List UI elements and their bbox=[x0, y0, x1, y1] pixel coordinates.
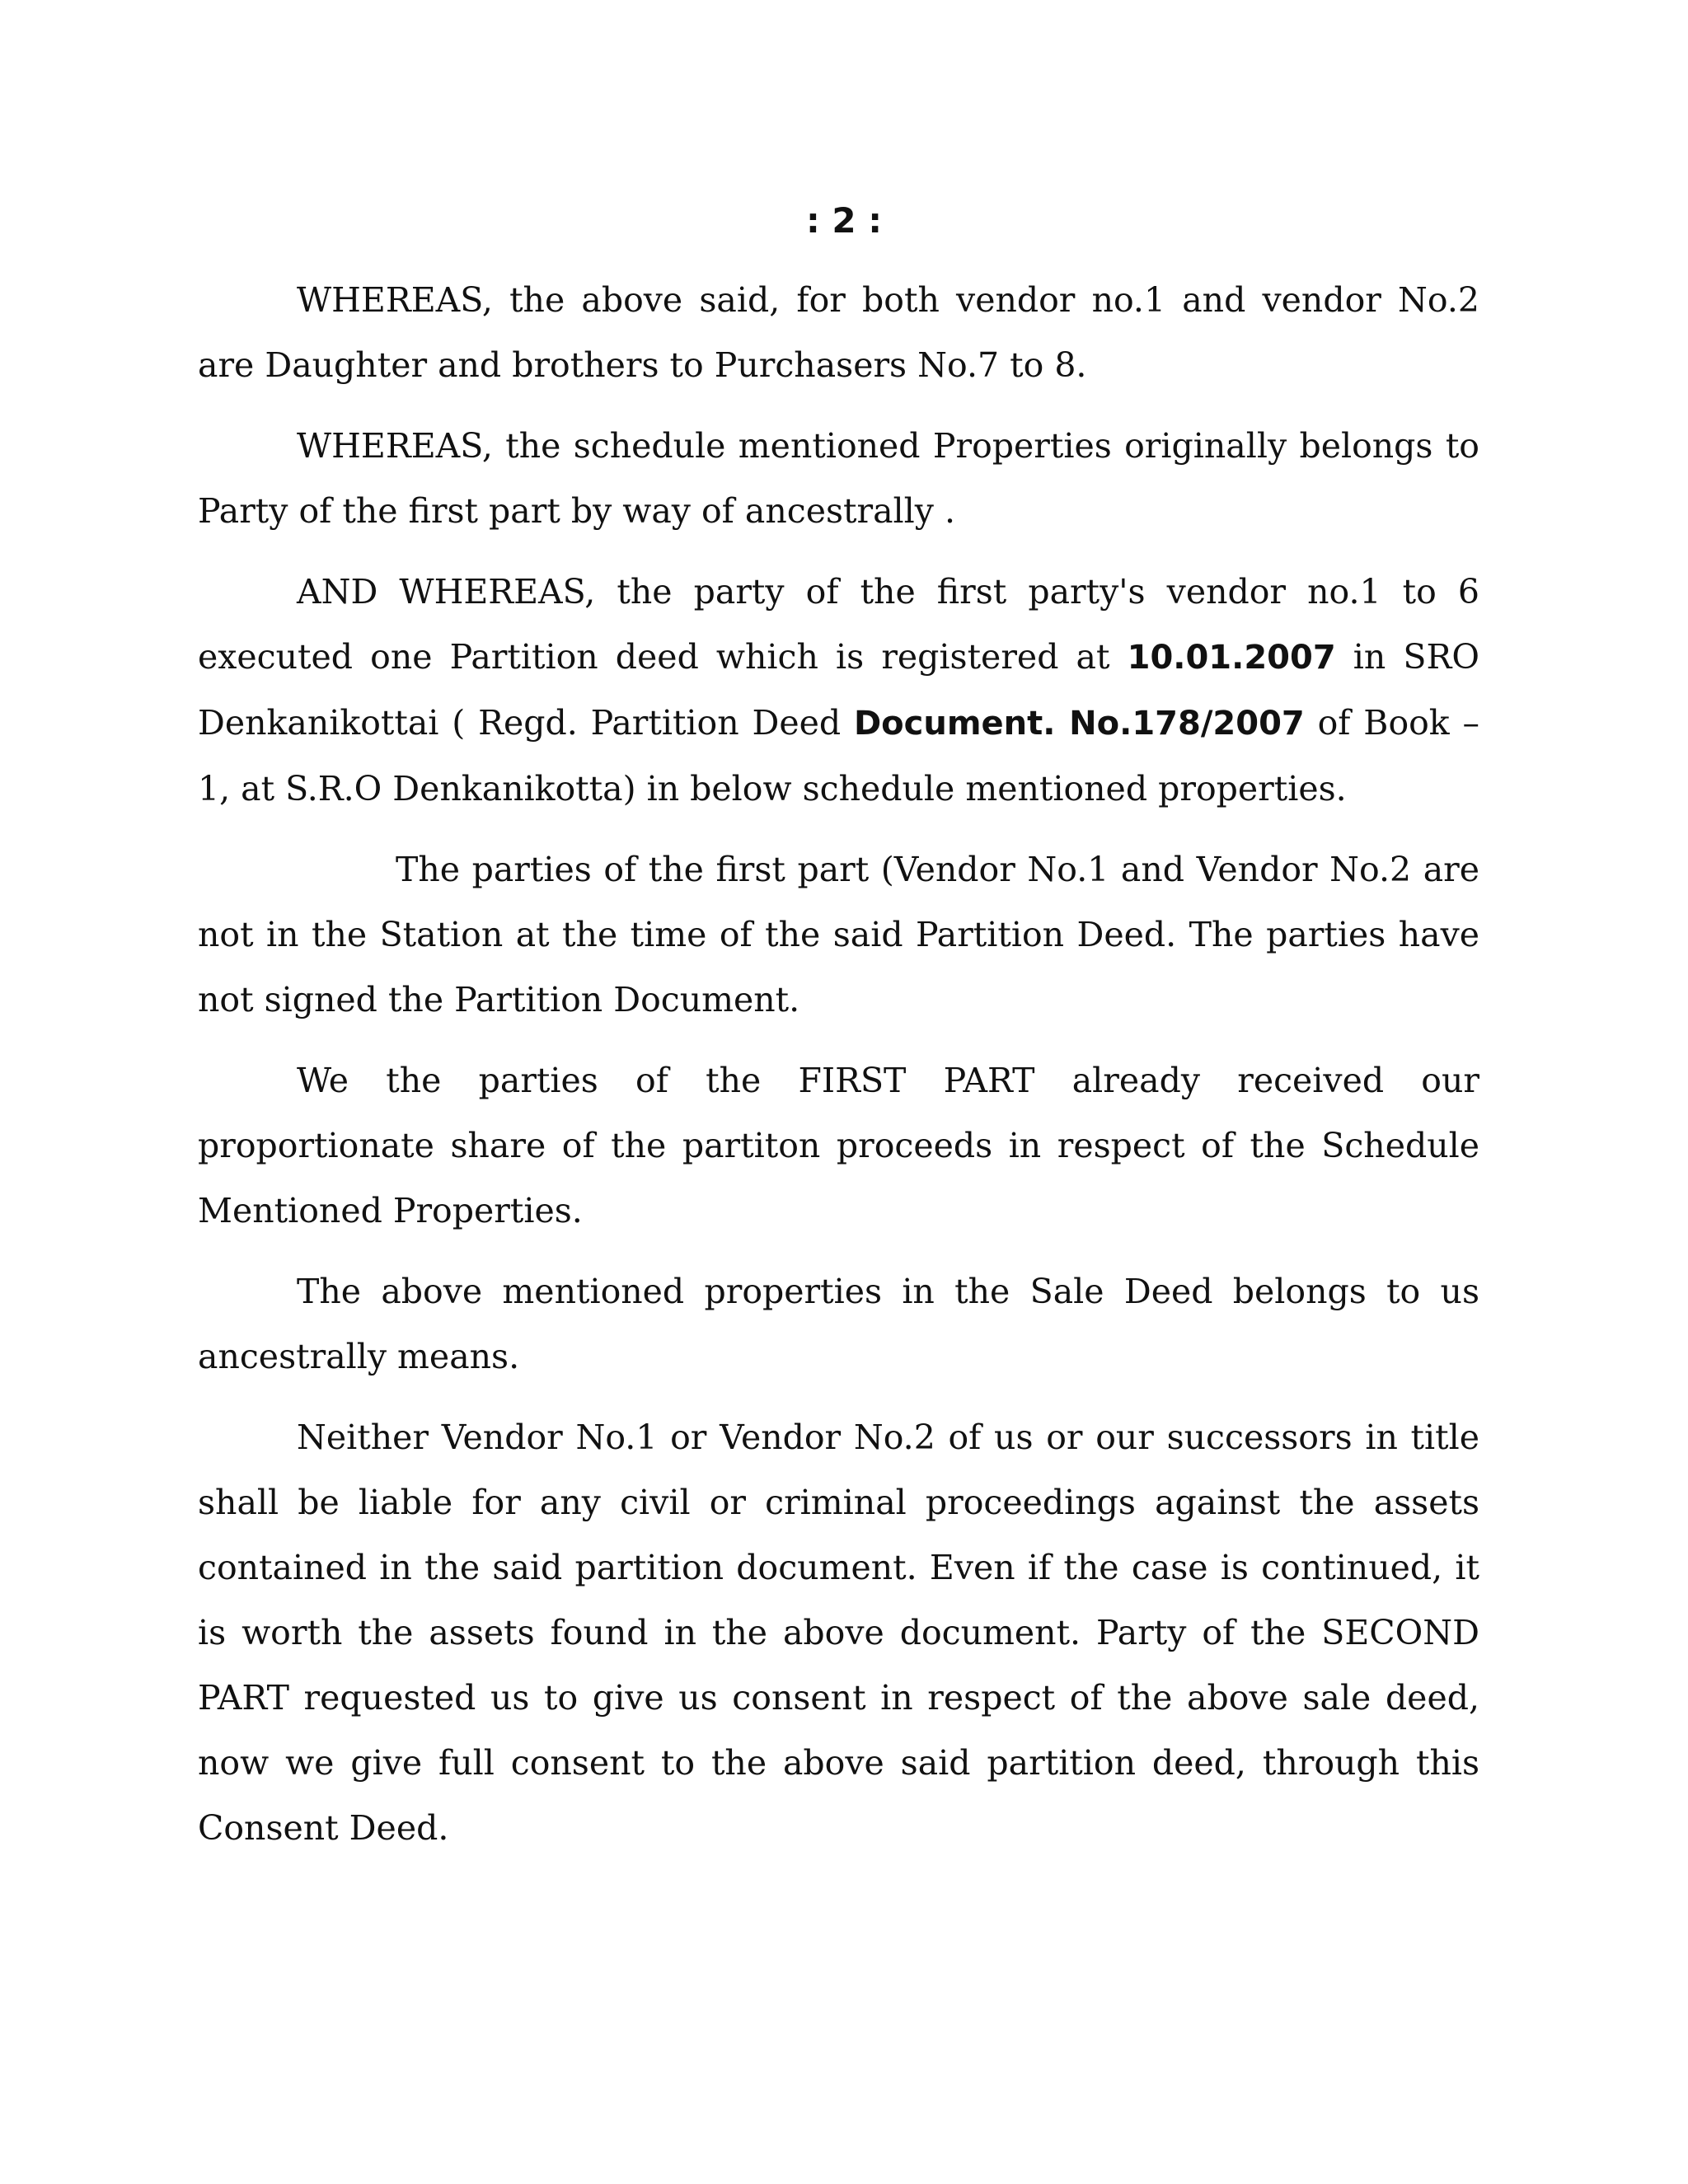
paragraph-property-origin: WHEREAS, the schedule mentioned Properties originally belongs to Party of the first part by way of ancestrally . bbox=[198, 426, 1479, 531]
paragraph-partition-deed-text-1: AND WHEREAS, the party of the first party's vendor no.1 to 6 executed one Partition deed which is registered at bbox=[198, 572, 1479, 677]
paragraph-partition-deed-text-3: of Book – 1, at S.R.O Denkanikotta) in below schedule mentioned properties. bbox=[198, 703, 1479, 808]
page-number: : 2 : bbox=[805, 200, 883, 241]
paragraph-partition-deed bbox=[198, 560, 1479, 822]
document-body bbox=[198, 268, 1479, 1861]
paragraph-share-received: We the parties of the FIRST PART already received our proportionate share of the partiton proceeds in respect of the Schedule Mentioned Properties. bbox=[198, 1061, 1479, 1230]
paragraph-parties-absent: The parties of the first part (Vendor No.1 and Vendor No.2 are not in the Station at the time of the said Partition Deed. The parties have not signed the Partition Document. bbox=[198, 850, 1479, 1019]
document-number: Document. No.178/2007 bbox=[853, 705, 1305, 743]
paragraph-relationship: WHEREAS, the above said, for both vendor no.1 and vendor No.2 are Daughter and brothers to Purchasers No.7 to 8. bbox=[198, 280, 1479, 385]
paragraph-ancestral-property: The above mentioned properties in the Sale Deed belongs to us ancestrally means. bbox=[198, 1272, 1479, 1376]
registration-date: 10.01.2007 bbox=[1127, 639, 1336, 677]
paragraph-partition-deed-text-2: in SRO Denkanikottai ( Regd. Partition Deed bbox=[198, 637, 1479, 743]
paragraph-consent: Neither Vendor No.1 or Vendor No.2 of us or our successors in title shall be liable for any civil or criminal proceedings against the assets contained in the said partition document. Even if the case is continued, it is worth the assets found in the above document. Party of the SECOND PART requested us to give us consent in respect of the above sale deed, now we give full consent to the above said partition deed, through this Consent Deed. bbox=[198, 1418, 1479, 1848]
